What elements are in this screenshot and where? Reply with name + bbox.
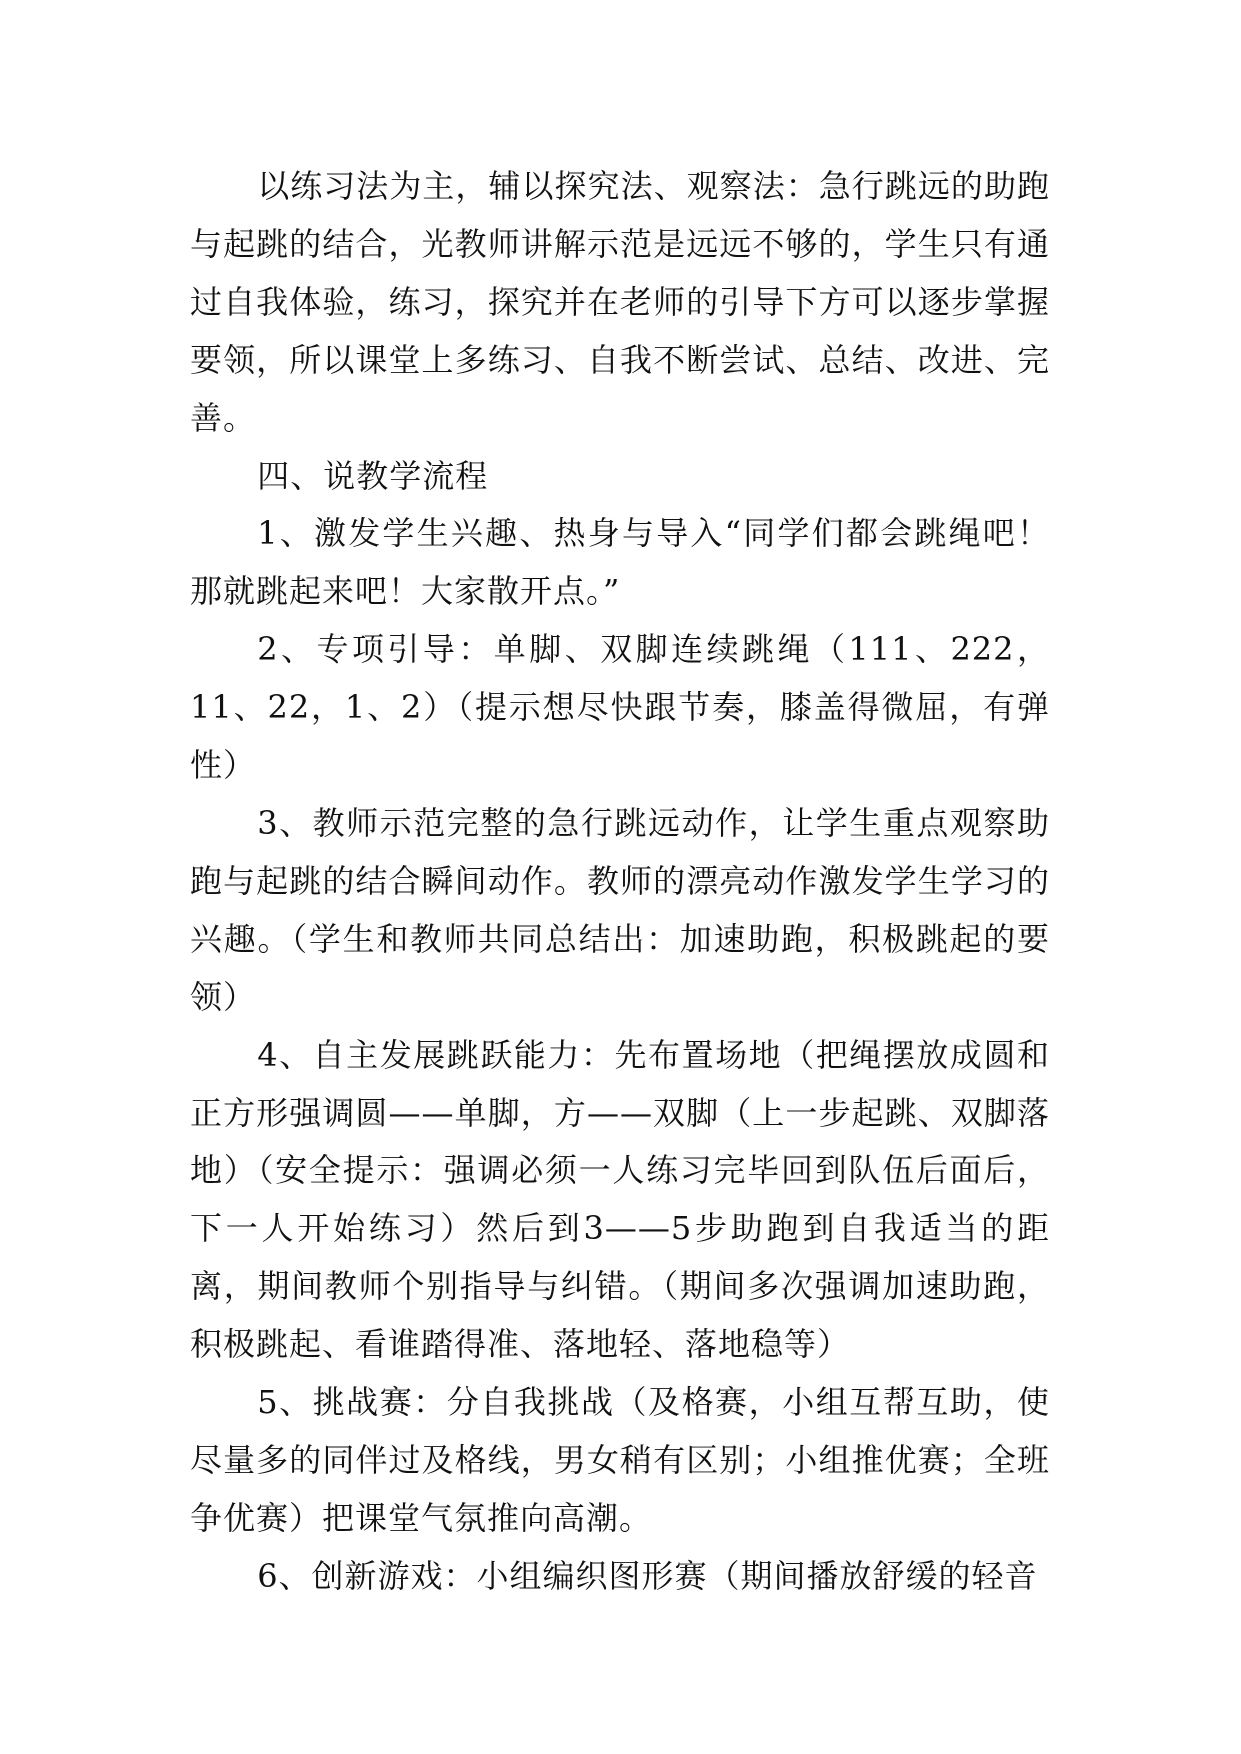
paragraph-step-3: 3、教师示范完整的急行跳远动作，让学生重点观察助跑与起跳的结合瞬间动作。教师的漂亮动作激发学生学习的兴趣。（学生和教师共同总结出：加速助跑，积极跳起的要领） bbox=[190, 803, 1050, 1016]
paragraph-step-2: 2、专项引导：单脚、双脚连续跳绳（111、222，11、22，1、2）（提示想尽快跟节奏，膝盖得微屈，有弹性） bbox=[190, 630, 1050, 785]
paragraph-step-6: 6、创新游戏：小组编织图形赛（期间播放舒缓的轻音 bbox=[257, 1556, 1038, 1595]
paragraph-step-4: 4、自主发展跳跃能力：先布置场地（把绳摆放成圆和正方形强调圆——单脚，方——双脚（上一步起跳、双脚落地）（安全提示：强调必须一人练习完毕回到队伍后面后，下一人开始练习）然后到3——5步助跑到自我适当的距离，期间教师个别指导与纠错。（期间多次强调加速助跑，积极跳起、看谁踏得准、落地轻、落地稳等） bbox=[190, 1035, 1050, 1364]
paragraph-step-1: 1、激发学生兴趣、热身与导入“同学们都会跳绳吧！那就跳起来吧！大家散开点。” bbox=[190, 514, 1050, 611]
section-heading-teaching-process: 四、说教学流程 bbox=[257, 456, 489, 495]
paragraph-step-5: 5、挑战赛：分自我挑战（及格赛，小组互帮互助，使尽量多的同伴过及格线，男女稍有区别；小组推优赛；全班争优赛）把课堂气氛推向高潮。 bbox=[190, 1383, 1050, 1537]
paragraph-teaching-method: 以练习法为主，辅以探究法、观察法：急行跳远的助跑与起跳的结合，光教师讲解示范是远远不够的，学生只有通过自我体验，练习，探究并在老师的引导下方可以逐步掌握要领，所以课堂上多练习、自我不断尝试、总结、改进、完善。 bbox=[190, 167, 1050, 437]
document-body bbox=[190, 158, 1050, 1606]
